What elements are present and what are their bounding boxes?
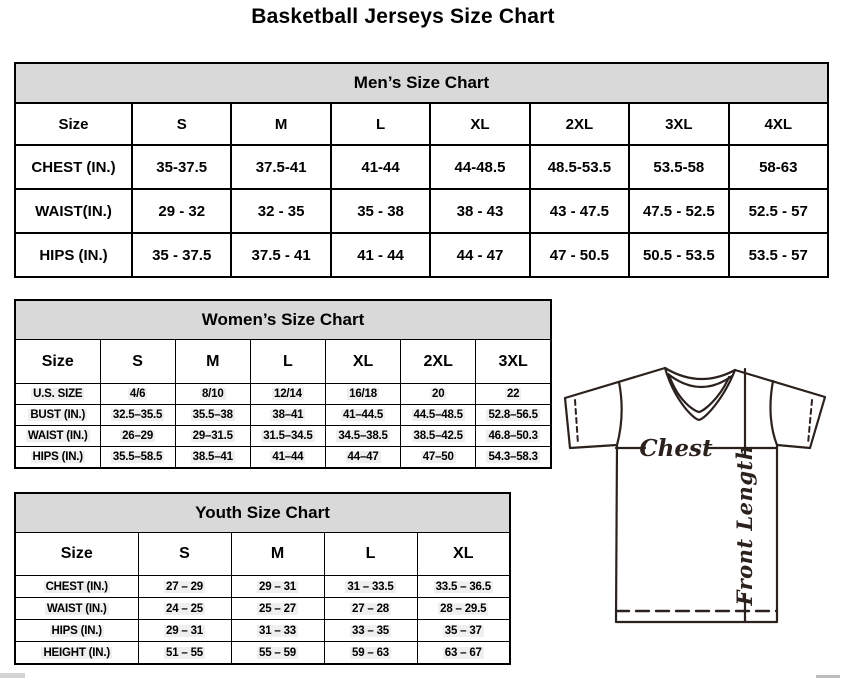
table-cell: 27 – 28	[324, 598, 417, 620]
row-label: HEIGHT (IN.)	[15, 642, 138, 665]
table-cell: 20	[401, 384, 476, 405]
table-cell: 48.5-53.5	[530, 145, 629, 189]
jersey-cuff-dash-right	[808, 400, 812, 444]
column-header: M	[231, 103, 330, 145]
jersey-sleeve-seam-left	[617, 382, 622, 445]
table-cell: 37.5-41	[231, 145, 330, 189]
table-cell: 51 – 55	[138, 642, 231, 665]
table-row	[15, 426, 551, 447]
row-label: BUST (IN.)	[15, 405, 100, 426]
mens-size-table	[14, 62, 829, 278]
table-cell: 44.5–48.5	[401, 405, 476, 426]
page-title: Basketball Jerseys Size Chart	[251, 5, 555, 28]
column-header: XL	[325, 340, 400, 384]
table-cell: 38.5–41	[175, 447, 250, 469]
table-cell: 35 - 37.5	[132, 233, 231, 277]
scrollbar-fragment-left[interactable]	[0, 673, 25, 678]
table-cell: 59 – 63	[324, 642, 417, 665]
row-label: HIPS (IN.)	[15, 447, 100, 469]
row-label: CHEST (IN.)	[15, 145, 132, 189]
table-row	[15, 189, 828, 233]
table-cell: 44–47	[325, 447, 400, 469]
column-header-size: Size	[15, 103, 132, 145]
table-row	[15, 63, 828, 103]
table-cell: 33.5 – 36.5	[417, 576, 510, 598]
table-cell: 41 - 44	[331, 233, 430, 277]
table-cell: 52.5 - 57	[729, 189, 828, 233]
column-header: 3XL	[629, 103, 728, 145]
column-header: 4XL	[729, 103, 828, 145]
table-cell: 52.8–56.5	[476, 405, 551, 426]
table-cell: 41-44	[331, 145, 430, 189]
table-row	[15, 576, 510, 598]
table-row	[15, 405, 551, 426]
column-header: L	[250, 340, 325, 384]
youth-size-table	[14, 492, 511, 665]
table-cell: 31 – 33.5	[324, 576, 417, 598]
table-cell: 8/10	[175, 384, 250, 405]
column-header: XL	[417, 533, 510, 576]
table-cell: 28 – 29.5	[417, 598, 510, 620]
column-header-size: Size	[15, 533, 138, 576]
table-cell: 50.5 - 53.5	[629, 233, 728, 277]
table-cell: 22	[476, 384, 551, 405]
row-label: HIPS (IN.)	[15, 233, 132, 277]
table-cell: 53.5-58	[629, 145, 728, 189]
column-header: S	[132, 103, 231, 145]
front-length-label: Front Length	[732, 444, 757, 606]
table-row	[15, 103, 828, 145]
table-cell: 34.5–38.5	[325, 426, 400, 447]
table-cell: 32 - 35	[231, 189, 330, 233]
table-cell: 35.5–58.5	[100, 447, 175, 469]
column-header: M	[175, 340, 250, 384]
table-row	[15, 598, 510, 620]
mens-table-title: Men’s Size Chart	[15, 63, 828, 103]
table-cell: 4/6	[100, 384, 175, 405]
jersey-cuff-dash-left	[575, 400, 578, 444]
table-cell: 27 – 29	[138, 576, 231, 598]
jersey-collar-back-outer	[665, 368, 735, 379]
womens-size-table	[14, 299, 552, 469]
jersey-sleeve-seam-right	[770, 381, 777, 445]
table-cell: 43 - 47.5	[530, 189, 629, 233]
scrollbar-fragment-right[interactable]	[816, 675, 840, 678]
table-row	[15, 642, 510, 665]
table-cell: 32.5–35.5	[100, 405, 175, 426]
table-cell: 16/18	[325, 384, 400, 405]
table-cell: 26–29	[100, 426, 175, 447]
table-cell: 53.5 - 57	[729, 233, 828, 277]
table-cell: 35-37.5	[132, 145, 231, 189]
table-cell: 63 – 67	[417, 642, 510, 665]
table-cell: 35.5–38	[175, 405, 250, 426]
row-label: U.S. SIZE	[15, 384, 100, 405]
table-cell: 25 – 27	[231, 598, 324, 620]
row-label: WAIST (IN.)	[15, 426, 100, 447]
table-row	[15, 384, 551, 405]
table-cell: 12/14	[250, 384, 325, 405]
youth-table-title: Youth Size Chart	[15, 493, 510, 533]
table-cell: 46.8–50.3	[476, 426, 551, 447]
table-row	[15, 533, 510, 576]
table-row	[15, 300, 551, 340]
column-header: M	[231, 533, 324, 576]
table-cell: 38.5–42.5	[401, 426, 476, 447]
table-row	[15, 620, 510, 642]
row-label: CHEST (IN.)	[15, 576, 138, 598]
table-cell: 54.3–58.3	[476, 447, 551, 469]
jersey-diagram	[553, 352, 843, 679]
table-row	[15, 340, 551, 384]
row-label: HIPS (IN.)	[15, 620, 138, 642]
table-cell: 24 – 25	[138, 598, 231, 620]
table-cell: 41–44.5	[325, 405, 400, 426]
row-label: WAIST (IN.)	[15, 598, 138, 620]
table-cell: 31.5–34.5	[250, 426, 325, 447]
column-header: XL	[430, 103, 529, 145]
table-cell: 58-63	[729, 145, 828, 189]
table-cell: 47–50	[401, 447, 476, 469]
column-header: S	[100, 340, 175, 384]
table-cell: 44-48.5	[430, 145, 529, 189]
table-cell: 47 - 50.5	[530, 233, 629, 277]
column-header: 2XL	[401, 340, 476, 384]
table-cell: 47.5 - 52.5	[629, 189, 728, 233]
table-cell: 55 – 59	[231, 642, 324, 665]
column-header: 2XL	[530, 103, 629, 145]
table-cell: 33 – 35	[324, 620, 417, 642]
jersey-outline	[565, 368, 825, 622]
column-header: 3XL	[476, 340, 551, 384]
table-row	[15, 493, 510, 533]
column-header: L	[331, 103, 430, 145]
chest-label: Chest	[639, 435, 713, 462]
table-cell: 44 - 47	[430, 233, 529, 277]
table-cell: 29 – 31	[138, 620, 231, 642]
table-cell: 29–31.5	[175, 426, 250, 447]
table-row	[15, 145, 828, 189]
table-cell: 35 - 38	[331, 189, 430, 233]
womens-table-title: Women’s Size Chart	[15, 300, 551, 340]
table-cell: 37.5 - 41	[231, 233, 330, 277]
column-header: L	[324, 533, 417, 576]
table-cell: 31 – 33	[231, 620, 324, 642]
column-header-size: Size	[15, 340, 100, 384]
table-cell: 29 - 32	[132, 189, 231, 233]
table-cell: 35 – 37	[417, 620, 510, 642]
table-cell: 38 - 43	[430, 189, 529, 233]
table-cell: 41–44	[250, 447, 325, 469]
row-label: WAIST(IN.)	[15, 189, 132, 233]
table-cell: 38–41	[250, 405, 325, 426]
table-cell: 29 – 31	[231, 576, 324, 598]
table-row	[15, 233, 828, 277]
table-row	[15, 447, 551, 469]
column-header: S	[138, 533, 231, 576]
